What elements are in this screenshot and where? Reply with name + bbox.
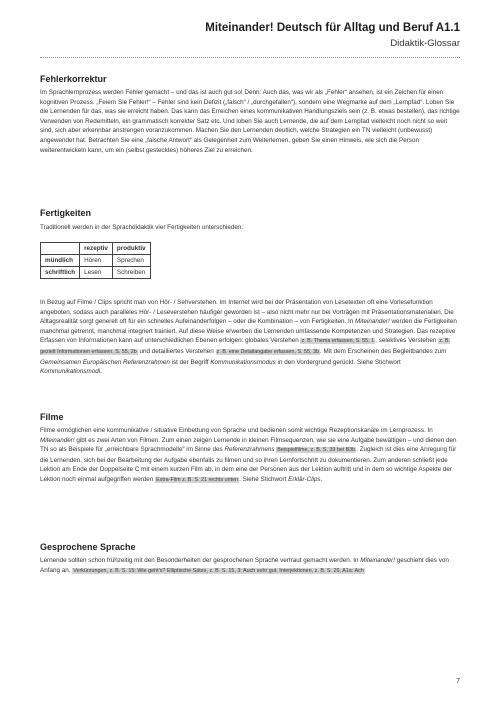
table-header-cell: produktiv bbox=[112, 243, 150, 255]
section-text: Lernende sollten schon frühzeitig mit den Besonderheiten der gesprochenen Sprache vertraut gemacht werden. In Miteinander! geschieht dies von Anfang an. Verkürzungen, z. B. S. 15: Wie geht’s? Elliptische Sätze, z. B. S. 15, 3: Auch sehr gut. Interjektionen, z. B. S. 26, A1a: Ach bbox=[40, 557, 449, 574]
reference-highlight: Verkürzungen, z. B. S. 15: Wie geht’s? Elliptische Sätze, z. B. S. 15, 3: Auch sehr gut. Interjektionen, z. B. S. 26, A1a: Ach bbox=[73, 567, 364, 574]
table-cell: Sprechen bbox=[112, 255, 150, 267]
table-row bbox=[41, 267, 151, 279]
table-row-header: mündlich bbox=[41, 255, 80, 267]
table-header-row bbox=[41, 243, 151, 255]
reference-highlight: z. B. Thema erfassen, S. 55, 1 bbox=[301, 338, 375, 345]
section-heading: Gesprochene Sprache bbox=[40, 542, 136, 552]
section-text: Filme ermöglichen eine kommunikative / situative Einbettung von Sprache und bedienen somit wichtige Rezeptionskanäle im Lernprozess. In Miteinander! gibt es zwei Arten von Filmen. Zum einen zeigen Lernende in kleinen Filmsequenzen, wie sie eine Aufgabe bewältigen – und dienen den TN so als Beispiele für „erreichbare Sprachmodelle“ im Sinne des Referenzrahmens Beispielfilme, z. B. S. 39 bei B3b. Zugleich ist dies eine Anregung für die Lernenden, sich bei der Bearbeitung der Aufgabe ebenfalls zu filmen und so ihren Lernfortschritt zu dokumentieren. Zum anderen schließt jede Lektion am Ende der Doppelseite C mit einem kurzen Film ab, in dem eine der Personen aus der Lektion auftritt und in dem so wichtige Aspekte der Lektion noch einmal aufgegriffen werden Extra-Film z. B. S. 21 rechts unten. Siehe Stichwort Erklär-Clips. bbox=[40, 427, 457, 483]
section-gesprochene-sprache bbox=[40, 542, 449, 574]
table-cell: Lesen bbox=[80, 267, 113, 279]
table-row bbox=[41, 255, 151, 267]
section-text: In Bezug auf Filme / Clips spricht man von Hör- / Sehverstehen. Im Internet wird bei der Präsentation von Lesetexten oft eine Vorlesefunktion angeboten, sodass auch paralleles Hör- / Leseverstehen häufiger geworden ist – also nicht mehr nur bei Vorträgen mit Präsentationsmaterialien. Die Alltagsrealität sorgt generell oft für ein schnelles Aufeinanderfolgen – oder die Kombination – von Fertigkeiten. In Miteinander! werden die Fertigkeiten manchmal getrennt, manchmal integriert trainiert. Auf diese Weise erwerben die Lernenden umfassende Kompetenzen und Strategien. Das rezeptive Erfassen von Informationen kann auf unterschiedlichen Ebenen erfolgen: globales Verstehen z. B. Thema erfassen, S. 55, 1, selektives Verstehen z. B. gezielt Informationen erfassen, S. 55, 2b und detailliertes Verstehen z. B. eine Detailangabe erfassen, S. 55, 3b. Mit dem Erscheinen des Begleitbandes zum Gemeinsamen Europäischen Referenzrahmen ist der Begriff Kommunikationsmodus in den Vordergrund gerückt. Siehe Stichwort Kommunikationsmodi. bbox=[40, 299, 457, 376]
section-heading: Fehlerkorrektur bbox=[40, 74, 107, 84]
section-intro: Traditionell werden in der Sprachdidaktik vier Fertigkeiten unterschieden: bbox=[40, 224, 244, 231]
reference-highlight: z. B. eine Detailangabe erfassen, S. 55, 3b bbox=[216, 348, 320, 355]
reference-highlight: z. B. gezielt Informationen erfassen, S. 55, 2b bbox=[40, 338, 450, 355]
table-header-cell bbox=[41, 243, 80, 255]
table-cell: Hören bbox=[80, 255, 113, 267]
skills-table bbox=[40, 242, 151, 279]
header-subtitle: Didaktik-Glossar bbox=[390, 38, 460, 49]
section-heading: Fertigkeiten bbox=[40, 208, 92, 218]
section-fehlerkorrektur bbox=[40, 74, 460, 154]
reference-highlight: Beispielfilme, z. B. S. 39 bei B3b bbox=[277, 447, 356, 454]
page-number: 7 bbox=[456, 678, 460, 685]
section-fertigkeiten bbox=[40, 208, 457, 376]
header-title: Miteinander! Deutsch für Alltag und Beruf A1.1 bbox=[205, 22, 460, 34]
table-row-header: schriftlich bbox=[41, 267, 80, 279]
header-divider bbox=[40, 57, 460, 58]
reference-highlight: Extra-Film z. B. S. 21 rechts unten bbox=[156, 476, 239, 483]
section-filme bbox=[40, 412, 457, 483]
section-heading: Filme bbox=[40, 412, 64, 422]
table-cell: Schreiben bbox=[112, 267, 150, 279]
table-header-cell: rezeptiv bbox=[80, 243, 113, 255]
section-text: Im Sprachlernprozess werden Fehler gemacht – und das ist auch gut so! Denn: Auch das, was wir als „Fehler“ ansehen, ist ein Zeichen für einen kognitiven Prozess. „Feiern Sie Fehler!“ – Fehler sind kein Defizit („falsch“ / „durchgefallen“), sondern eine Wegmarke auf dem „Lernpfad“. Loben Sie die Lernenden für das, was sie erreicht haben. Das kann das Erreichen eines kommunikativen Handlungsziels sein (z. B. etwas bestellen), das richtige Verwenden von Redemitteln, ein grammatisch korrekter Satz etc. Und loben Sie auch Lernende, die auf dem Lernpfad vielleicht noch nicht so weit sind, sich aber erkennbar anstrengen voranzukommen. Machen Sie den Lernenden deutlich, welche Strategien ein TN vielleicht (unbewusst) angewendet hat. Betrachten Sie eine „falsche Antwort“ als Gelegenheit zum Weiterlernen, geben Sie einen Hinweis, wie sich die Person weiterentwickeln kann, um ein (selbst gestecktes) höheres Ziel zu erreichen. bbox=[40, 89, 460, 154]
